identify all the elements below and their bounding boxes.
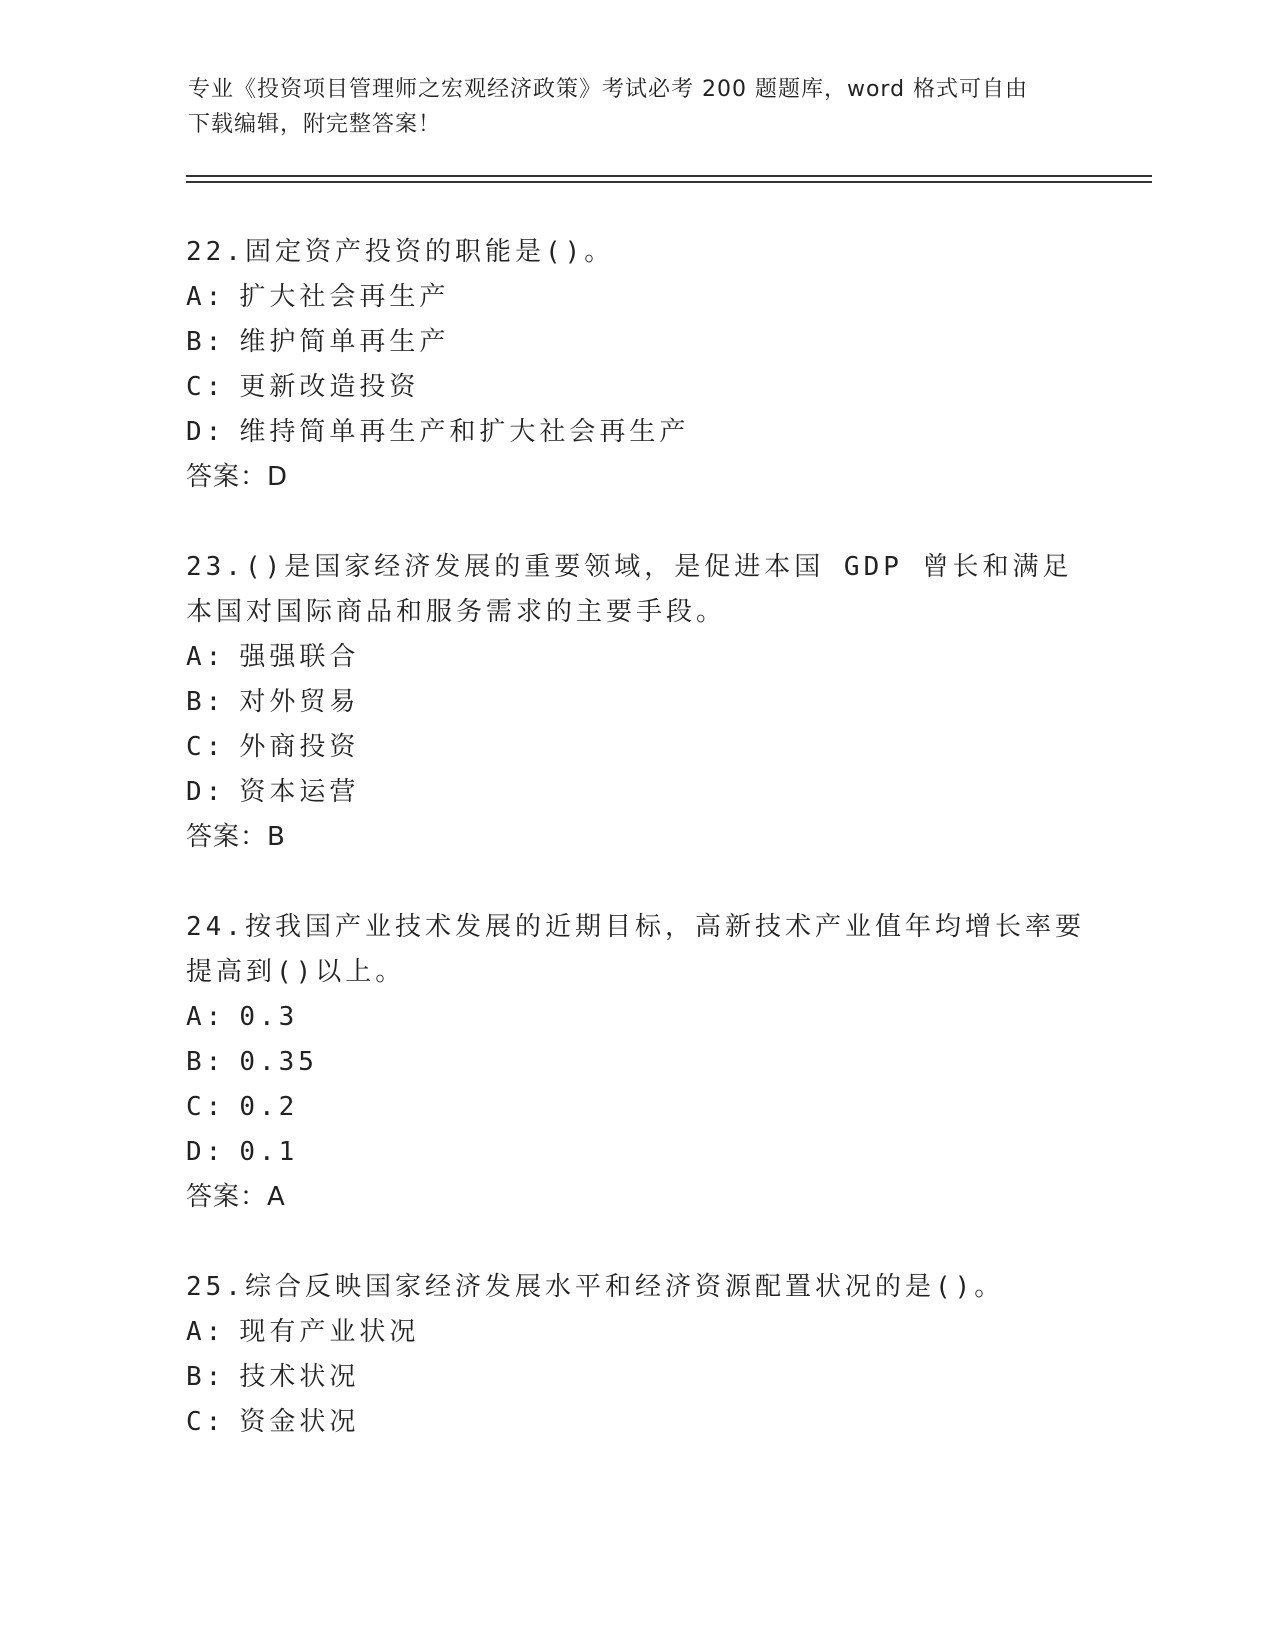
- question-stem: 24.按我国产业技术发展的近期目标，高新技术产业值年均增长率要提高到()以上。: [186, 912, 1085, 987]
- option-b: [186, 680, 1086, 725]
- option-text: 现有产业状况: [239, 1317, 420, 1347]
- option-a: [186, 1310, 1086, 1355]
- answer-line: 答案：B: [186, 822, 286, 852]
- header-line-2: 下载编辑，附完整答案！: [188, 112, 442, 137]
- question-23: [186, 545, 1086, 860]
- option-text: 0.1: [239, 1137, 299, 1167]
- option-a: [186, 275, 1086, 320]
- question-22: [186, 230, 1086, 500]
- option-key: A:: [186, 282, 226, 312]
- option-b: [186, 1355, 1086, 1400]
- option-c: [186, 1400, 1086, 1445]
- option-key: A:: [186, 1002, 226, 1032]
- option-text: 强强联合: [239, 642, 360, 672]
- option-d: [186, 410, 1086, 455]
- option-text: 资本运营: [239, 777, 360, 807]
- header-line-1: 专业《投资项目管理师之宏观经济政策》考试必考 200 题题库，word 格式可自由: [188, 77, 1029, 102]
- option-a: [186, 995, 1086, 1040]
- option-text: 扩大社会再生产: [239, 282, 450, 312]
- option-key: D:: [186, 777, 226, 807]
- option-text: 技术状况: [239, 1362, 360, 1392]
- header-divider-bottom: [186, 181, 1152, 183]
- question-stem: 22.固定资产投资的职能是()。: [186, 237, 615, 267]
- option-key: B:: [186, 1047, 226, 1077]
- option-key: C:: [186, 372, 226, 402]
- option-text: 更新改造投资: [239, 372, 420, 402]
- option-key: D:: [186, 1137, 226, 1167]
- option-d: [186, 1130, 1086, 1175]
- option-text: 维护简单再生产: [239, 327, 450, 357]
- option-b: [186, 320, 1086, 365]
- document-header: [188, 72, 1068, 142]
- option-a: [186, 635, 1086, 680]
- option-text: 维持简单再生产和扩大社会再生产: [239, 417, 690, 447]
- option-text: 0.3: [239, 1002, 299, 1032]
- option-key: A:: [186, 1317, 226, 1347]
- option-d: [186, 770, 1086, 815]
- option-key: D:: [186, 417, 226, 447]
- question-24: [186, 905, 1086, 1220]
- option-key: A:: [186, 642, 226, 672]
- option-key: C:: [186, 1407, 226, 1437]
- answer-line: 答案：D: [186, 462, 289, 492]
- answer-line: 答案：A: [186, 1182, 286, 1212]
- question-25: [186, 1265, 1086, 1445]
- option-key: B:: [186, 1362, 226, 1392]
- question-stem: 25.综合反映国家经济发展水平和经济资源配置状况的是()。: [186, 1272, 1005, 1302]
- option-b: [186, 1040, 1086, 1085]
- option-key: C:: [186, 1092, 226, 1122]
- option-c: [186, 725, 1086, 770]
- question-list: [186, 230, 1086, 1490]
- option-key: B:: [186, 687, 226, 717]
- option-text: 0.35: [239, 1047, 318, 1077]
- option-text: 资金状况: [239, 1407, 360, 1437]
- option-text: 对外贸易: [239, 687, 360, 717]
- option-key: B:: [186, 327, 226, 357]
- question-stem: 23.()是国家经济发展的重要领域，是促进本国 GDP 曾长和满足本国对国际商品和服务需求的主要手段。: [186, 552, 1073, 627]
- option-key: C:: [186, 732, 226, 762]
- option-text: 0.2: [239, 1092, 299, 1122]
- header-divider-top: [186, 175, 1152, 177]
- option-text: 外商投资: [239, 732, 360, 762]
- option-c: [186, 365, 1086, 410]
- option-c: [186, 1085, 1086, 1130]
